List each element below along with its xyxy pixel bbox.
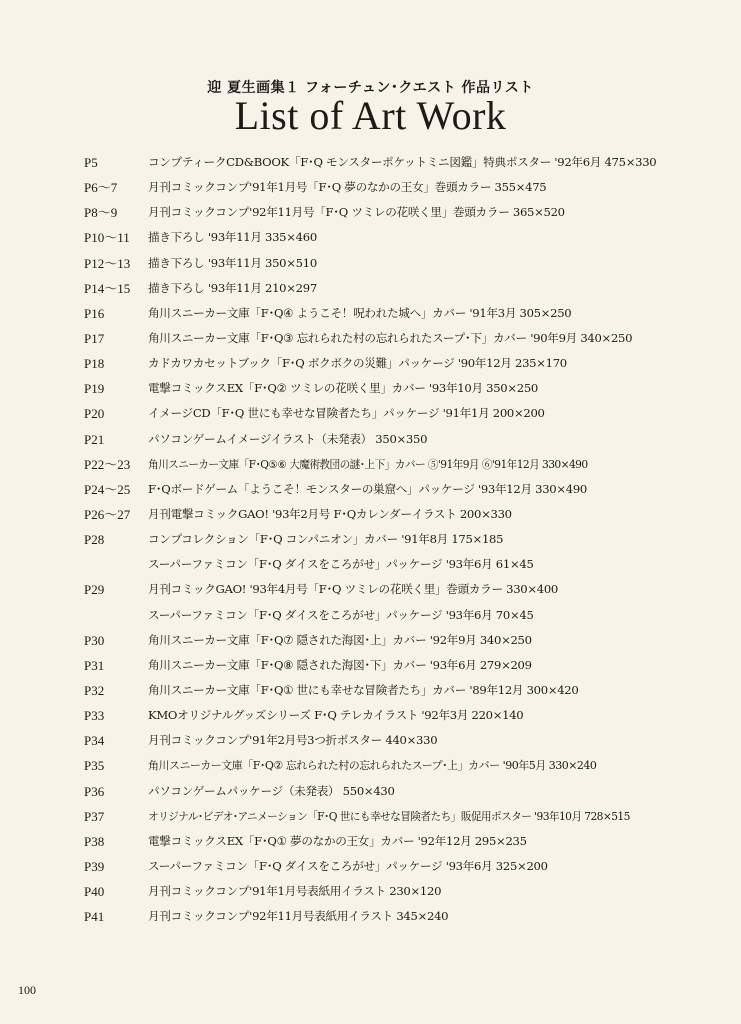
- page-ref: P28: [84, 532, 105, 548]
- work-description: 電撃コミックスEX「F･Q① 夢のなかの王女」カバー '92年12月 295×235: [148, 833, 527, 848]
- list-item: [84, 854, 724, 879]
- page-ref: P5: [84, 155, 98, 170]
- work-description: スーパーファミコン「F･Q ダイスをころがせ」パッケージ '93年6月 70×45: [148, 607, 534, 622]
- page-ref: P24〜25: [84, 481, 131, 497]
- page-ref: P33: [84, 708, 105, 724]
- list-item: [84, 753, 724, 778]
- work-description: イメージCD「F･Q 世にも幸せな冒険者たち」パッケージ '91年1月 200×200: [148, 406, 545, 421]
- page-ref: P18: [84, 356, 105, 372]
- list-item: [84, 653, 724, 678]
- page-ref: P8〜9: [84, 205, 118, 221]
- work-description: F･Qボードゲーム「ようこそ！モンスターの巣窟へ」パッケージ '93年12月 330×490: [148, 481, 587, 496]
- work-description: 描き下ろし '93年11月 210×297: [148, 280, 317, 295]
- list-item: [84, 225, 724, 250]
- list-item: [84, 804, 724, 829]
- list-item: [84, 628, 724, 653]
- page-ref: P30: [84, 632, 105, 648]
- page-ref: P41: [84, 909, 105, 925]
- page-ref: P40: [84, 884, 105, 900]
- page-ref: P37: [84, 808, 105, 824]
- list-item: [84, 527, 724, 552]
- work-description: 月刊コミックコンプ'92年11月号表紙用イラスト 345×240: [148, 909, 449, 924]
- page-ref: P34: [84, 733, 105, 749]
- list-item: [84, 150, 724, 175]
- list-item: [84, 276, 724, 301]
- list-item: [84, 200, 724, 225]
- work-description: オリジナル･ビデオ･アニメーション「F･Q 世にも幸せな冒険者たち」販促用ポスター '93年10月 728×515: [148, 809, 630, 823]
- page-ref: P22〜23: [84, 456, 131, 472]
- work-description: 月刊コミックコンプ'92年11月号「F･Q ツミレの花咲く里」巻頭カラー 365×520: [148, 205, 565, 220]
- page-ref: P29: [84, 582, 105, 598]
- page-number: 100: [18, 983, 36, 997]
- work-description: 角川スニーカー文庫「F･Q③ 忘れられた村の忘れられたスープ･下」カバー '90年9月 340×250: [148, 330, 633, 345]
- page-ref: P36: [84, 783, 105, 799]
- page-ref: P6〜7: [84, 180, 118, 196]
- list-item: [84, 175, 724, 200]
- list-item: [84, 879, 724, 904]
- page-ref: P10〜11: [84, 230, 130, 246]
- book-subtitle: 迎 夏生画集１ フォーチュン･クエスト 作品リスト: [207, 80, 534, 96]
- list-item: [84, 351, 724, 376]
- work-description: 月刊コミックGAO! '93年4月号「F･Q ツミレの花咲く里」巻頭カラー 330×400: [148, 582, 559, 597]
- work-description: 月刊コミックコンプ'91年1月号表紙用イラスト 230×120: [148, 884, 442, 899]
- list-item: [84, 678, 724, 703]
- page-ref: P14〜15: [84, 280, 131, 296]
- page-ref: P20: [84, 406, 105, 422]
- work-description: コンプコレクション「F･Q コンパニオン」カバー '91年8月 175×185: [148, 532, 504, 547]
- work-description: 角川スニーカー文庫「F･Q⑤⑥ 大魔術教団の謎･上下」カバー ⑤'91年9月 ⑥'91年12月 330×490: [148, 457, 588, 471]
- list-item: [84, 326, 724, 351]
- page-ref: P16: [84, 305, 105, 321]
- work-description: 月刊コミックコンプ'91年2月号3つ折ポスター 440×330: [148, 733, 438, 748]
- page-ref: P38: [84, 833, 105, 849]
- work-description: スーパーファミコン「F･Q ダイスをころがせ」パッケージ '93年6月 61×45: [148, 557, 534, 572]
- page-ref: P31: [84, 657, 105, 673]
- work-description: 角川スニーカー文庫「F･Q② 忘れられた村の忘れられたスープ･上」カバー '90年5月 330×240: [148, 759, 597, 773]
- list-item: [84, 703, 724, 728]
- work-description: パソコンゲームイメージイラスト（未発表） 350×350: [148, 431, 428, 446]
- list-item: [84, 779, 724, 804]
- page-ref: P35: [84, 758, 105, 774]
- list-item: [84, 427, 724, 452]
- list-item: [84, 552, 724, 577]
- list-item: [84, 502, 724, 527]
- page-ref: P12〜13: [84, 255, 131, 271]
- list-item: [84, 829, 724, 854]
- work-description: KMOオリジナルグッズシリーズ F･Q テレカイラスト '92年3月 220×140: [148, 708, 524, 723]
- work-description: 角川スニーカー文庫「F･Q⑧ 隠された海図･下」カバー '93年6月 279×209: [148, 657, 532, 672]
- list-item: [84, 904, 724, 929]
- work-description: スーパーファミコン「F･Q ダイスをころがせ」パッケージ '93年6月 325×200: [148, 858, 548, 873]
- page-title: List of Art Work: [234, 93, 507, 138]
- page-ref: P19: [84, 381, 105, 397]
- list-item: [84, 577, 724, 602]
- work-description: コンプティークCD&BOOK「F･Q モンスターポケットミニ図鑑」特典ポスター '92年6月 475×330: [148, 155, 657, 169]
- work-description: 角川スニーカー文庫「F･Q① 世にも幸せな冒険者たち」カバー '89年12月 300×420: [148, 682, 579, 697]
- work-description: 描き下ろし '93年11月 335×460: [148, 230, 317, 245]
- work-description: 月刊電撃コミックGAO! '93年2月号 F･Qカレンダーイラスト 200×330: [148, 506, 512, 521]
- page-ref: P26〜27: [84, 506, 131, 522]
- work-description: 角川スニーカー文庫「F･Q④ ようこそ！呪われた城へ」カバー '91年3月 305×250: [148, 305, 572, 320]
- list-item: [84, 452, 724, 477]
- work-description: 電撃コミックスEX「F･Q② ツミレの花咲く里」カバー '93年10月 350×250: [148, 381, 538, 396]
- page-ref: P17: [84, 330, 105, 346]
- list-item: [84, 477, 724, 502]
- work-description: パソコンゲームパッケージ（未発表） 550×430: [148, 783, 395, 798]
- page-ref: P21: [84, 431, 105, 447]
- work-description: カドカワカセットブック「F･Q ボクボクの災難」パッケージ '90年12月 235×170: [148, 356, 567, 371]
- list-item: [84, 603, 724, 628]
- page-ref: P39: [84, 858, 105, 874]
- list-item: [84, 301, 724, 326]
- art-work-list: [84, 150, 724, 929]
- page-ref: P32: [84, 682, 105, 698]
- work-description: 角川スニーカー文庫「F･Q⑦ 隠された海図･上」カバー '92年9月 340×250: [148, 632, 532, 647]
- list-item: [84, 376, 724, 401]
- list-item: [84, 251, 724, 276]
- list-item: [84, 728, 724, 753]
- list-item: [84, 401, 724, 426]
- work-description: 月刊コミックコンプ'91年1月号「F･Q 夢のなかの王女」巻頭カラー 355×475: [148, 180, 547, 195]
- work-description: 描き下ろし '93年11月 350×510: [148, 255, 317, 270]
